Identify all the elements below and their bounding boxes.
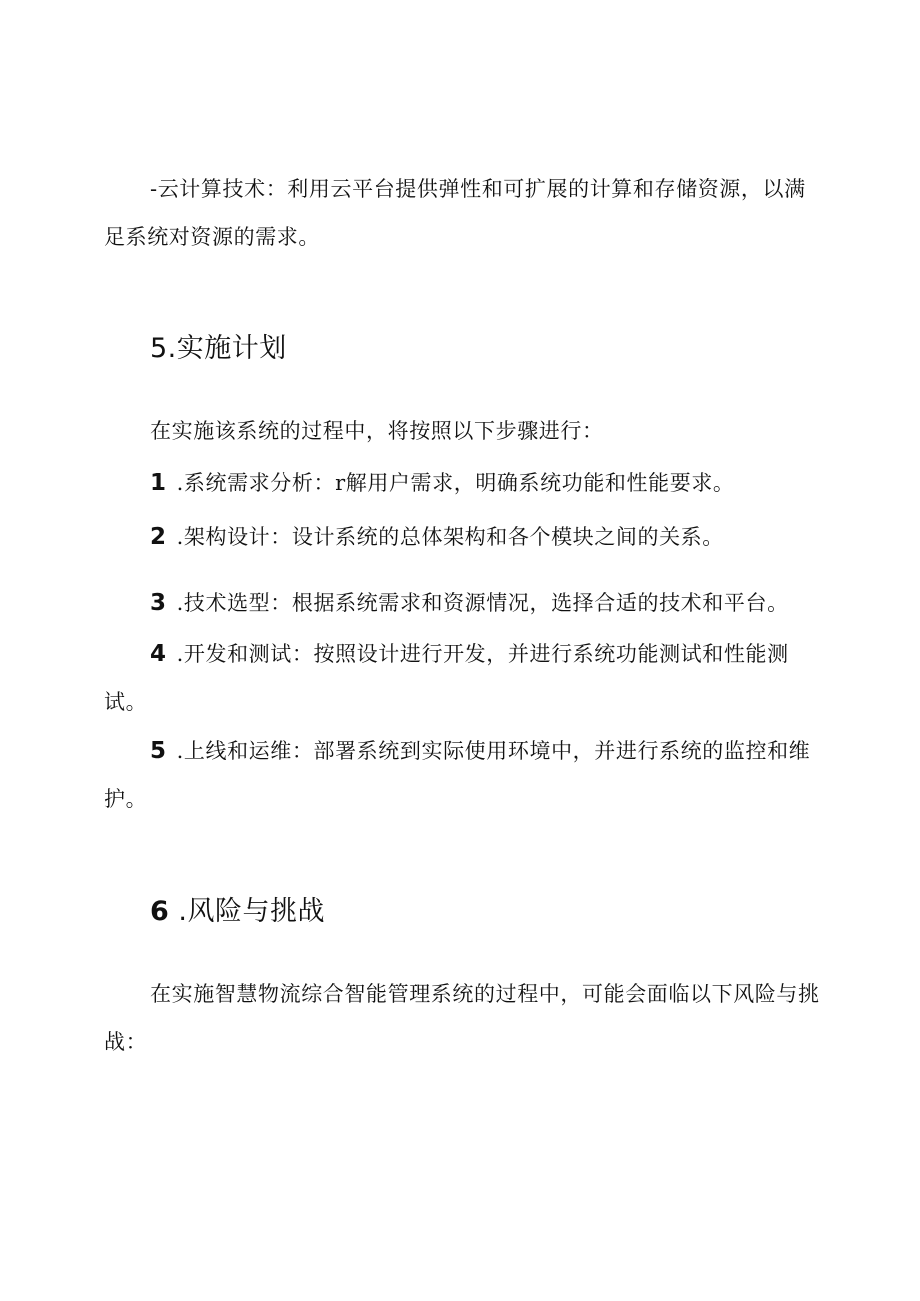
section-6-number: 6 (150, 896, 170, 927)
step-number: 1 (150, 470, 167, 496)
step-number: 2 (150, 524, 167, 550)
step-number: 5 (150, 738, 167, 764)
section-6-title: .风险与挑战 (178, 896, 325, 927)
section-6-heading (150, 892, 325, 932)
step-item-5 (104, 727, 820, 823)
step-number: 4 (150, 641, 167, 667)
step-text: .技术选型：根据系统需求和资源情况，选择合适的技术和平台。 (176, 591, 789, 615)
step-item-1 (104, 459, 820, 507)
step-text: .架构设计：设计系统的总体架构和各个模块之间的关系。 (176, 525, 724, 549)
step-item-4 (104, 630, 820, 726)
step-item-3 (104, 579, 820, 627)
step-item-2 (104, 513, 820, 561)
section-5-intro: 在实施该系统的过程中，将按照以下步骤进行： (150, 419, 604, 443)
step-number: 3 (150, 590, 167, 616)
cloud-computing-paragraph: -云计算技术：利用云平台提供弹性和可扩展的计算和存储资源，以满足系统对资源的需求。 (104, 177, 806, 249)
step-text: .上线和运维：部署系统到实际使用环境中，并进行系统的监控和维护。 (104, 739, 811, 811)
step-text: .开发和测试：按照设计进行开发，并进行系统功能测试和性能测试。 (104, 642, 789, 714)
section-6-intro: 在实施智慧物流综合智能管理系统的过程中，可能会面临以下风险与挑战： (104, 982, 820, 1054)
section-5-heading: 5.实施计划 (150, 333, 287, 364)
step-text: .系统需求分析：r解用户需求，明确系统功能和性能要求。 (176, 471, 735, 495)
